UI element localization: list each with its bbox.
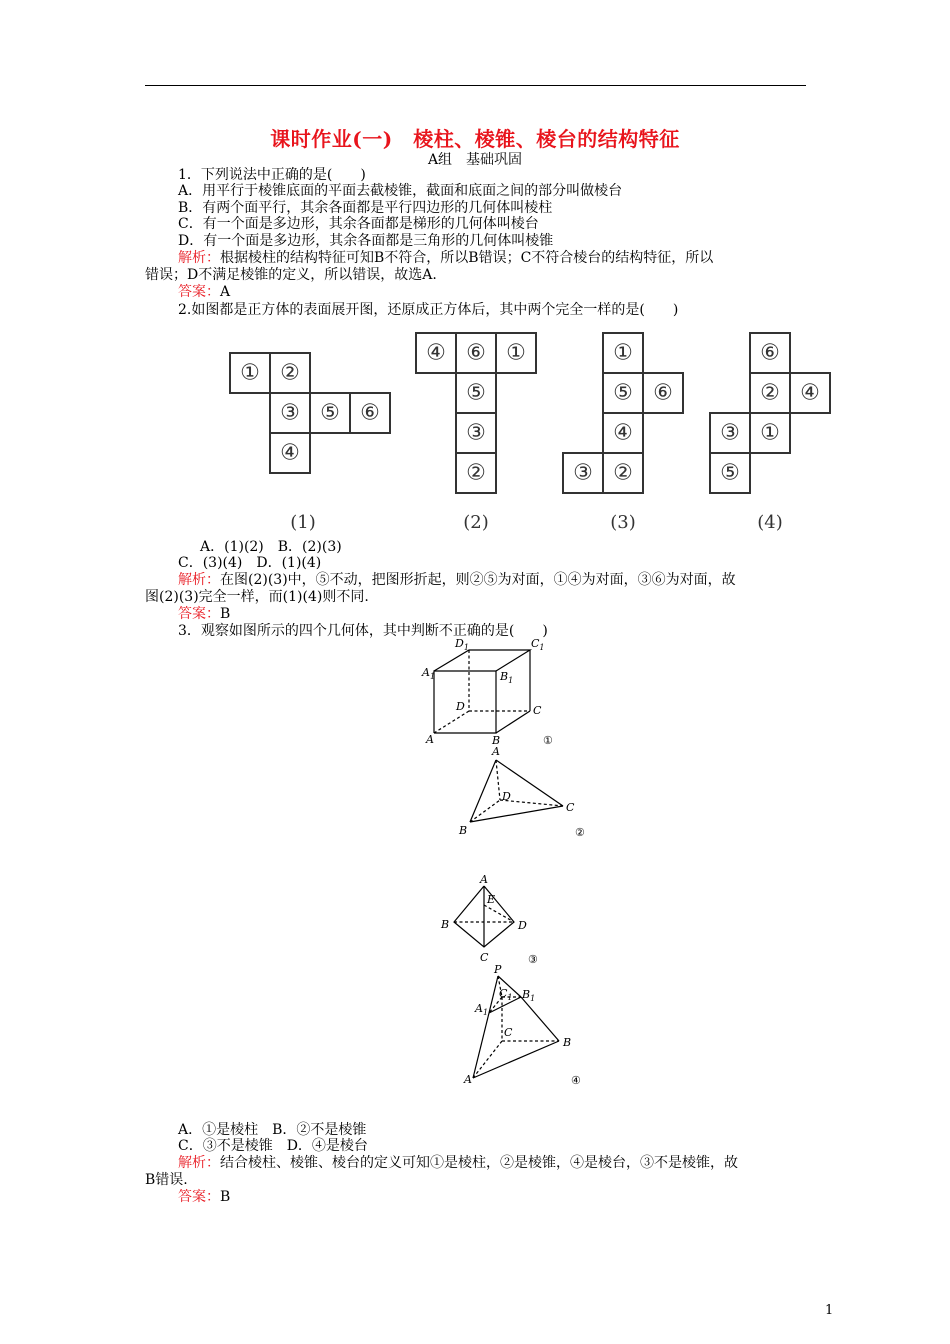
q2-answer-value: B [220, 606, 231, 622]
q1-analysis-text: 根据棱柱的结构特征可知B不符合，所以B错误；C不符合棱台的结构特征，所以 [220, 250, 714, 266]
net-1-caption: (1) [290, 512, 316, 533]
answer-label: 答案： [178, 606, 220, 622]
svg-text:A: A [426, 733, 434, 746]
q1-analysis [178, 250, 713, 266]
page-number: 1 [825, 1303, 834, 1318]
q1-option-a: A．用平行于棱锥底面的平面去截棱锥，截面和底面之间的部分叫做棱台 [178, 183, 623, 199]
svg-text:A: A [492, 745, 500, 758]
svg-text:B: B [563, 1036, 572, 1049]
figure-1-prism [421, 637, 553, 747]
net-4-cell: ③ [720, 420, 740, 446]
figure-2-pyramid [458, 745, 585, 839]
figure-2-number: ② [575, 826, 585, 839]
header-rule [145, 85, 806, 86]
svg-text:B: B [459, 824, 468, 837]
q3-answer [178, 1189, 230, 1205]
page-title: 课时作业(一) 棱柱、棱锥、棱台的结构特征 [270, 127, 680, 151]
net-4-cell: ① [760, 420, 780, 446]
svg-text:B: B [441, 918, 450, 931]
net-3-caption: (3) [610, 512, 636, 533]
svg-text:A1: $A_1$ [422, 666, 436, 681]
figure-4-frustum [463, 963, 581, 1087]
net-2-cell: ⑤ [466, 380, 486, 406]
net-2-cell: ① [506, 340, 526, 366]
svg-text:A1: $A_1$ [475, 1002, 489, 1017]
q2-answer [178, 606, 230, 622]
section-subtitle: A组 基础巩固 [427, 152, 523, 168]
net-4-cell: ② [760, 380, 780, 406]
q2-analysis [178, 572, 736, 588]
svg-text:D: D [502, 790, 511, 803]
svg-text:C: C [566, 801, 575, 814]
cube-nets-figure [220, 325, 840, 540]
net-3-cell: ① [613, 340, 633, 366]
net-3-cell: ⑤ [613, 380, 633, 406]
svg-text:C1: $C_1$ [531, 637, 545, 652]
net-3-cell: ⑥ [653, 380, 673, 406]
svg-text:C: C [480, 951, 489, 964]
net-4-caption: (4) [757, 512, 783, 533]
q2-options-cd: C．(3)(4) D．(1)(4) [178, 555, 322, 571]
net-1-cell: ⑥ [360, 400, 380, 426]
q2-analysis-cont: 图(2)(3)完全一样，而(1)(4)则不同. [145, 589, 369, 605]
net-4-cell: ⑥ [760, 340, 780, 366]
svg-text:P: P [494, 963, 502, 976]
net-2-cell: ② [466, 460, 486, 486]
answer-label: 答案： [178, 284, 220, 300]
q2-analysis-text: 在图(2)(3)中，⑤不动，把图形折起，则②⑤为对面，①④为对面，③⑥为对面，故 [220, 572, 736, 588]
net-2-cell: ③ [466, 420, 486, 446]
net-3 [563, 333, 683, 493]
net-1-cell: ③ [280, 400, 300, 426]
q2-options-ab: A．(1)(2) B．(2)(3) [200, 539, 342, 555]
net-1-cell: ① [240, 360, 260, 386]
net-3-cell: ③ [573, 460, 593, 486]
net-1-cell: ② [280, 360, 300, 386]
q3-analysis [178, 1155, 738, 1171]
net-2-cell: ⑥ [466, 340, 486, 366]
q3-options-ab: A．①是棱柱 B．②不是棱锥 [178, 1122, 367, 1138]
analysis-label: 解析： [178, 572, 220, 588]
q1-option-b: B．有两个面平行，其余各面都是平行四边形的几何体叫棱柱 [178, 200, 553, 216]
net-4-cell: ④ [800, 380, 820, 406]
figure-3-number: ③ [528, 953, 538, 966]
svg-text:B1: $B_1$ [522, 988, 536, 1003]
q1-option-c: C．有一个面是多边形，其余各面都是梯形的几何体叫棱台 [178, 216, 539, 232]
net-1 [230, 353, 390, 473]
analysis-label: 解析： [178, 1155, 220, 1171]
net-2-cell: ④ [426, 340, 446, 366]
net-2-caption: (2) [463, 512, 489, 533]
svg-text:D: D [456, 700, 465, 713]
svg-text:D: D [518, 919, 527, 932]
net-1-cell: ④ [280, 440, 300, 466]
net-2 [416, 333, 536, 493]
q3-stem: 3．观察如图所示的四个几何体，其中判断不正确的是( ) [178, 623, 548, 639]
q3-options-cd: C．③不是棱锥 D．④是棱台 [178, 1138, 368, 1154]
q3-answer-value: B [220, 1189, 231, 1205]
q1-analysis-cont: 错误；D不满足棱锥的定义，所以错误，故选A. [145, 267, 437, 283]
svg-text:B1: $B_1$ [500, 670, 514, 685]
figure-4-number: ④ [571, 1074, 581, 1087]
net-4-cell: ⑤ [720, 460, 740, 486]
svg-text:C1: $C_1$ [499, 987, 513, 1002]
q1-option-d: D．有一个面是多边形，其余各面都是三角形的几何体叫棱锥 [178, 233, 554, 249]
q1-stem: 1．下列说法中正确的是( ) [178, 167, 366, 183]
svg-text:A: A [464, 1073, 472, 1086]
q2-stem: 2.如图都是正方体的表面展开图，还原成正方体后，其中两个完全一样的是( ) [178, 302, 679, 318]
q3-analysis-text: 结合棱柱、棱锥、棱台的定义可知①是棱柱，②是棱锥，④是棱台，③不是棱锥，故 [220, 1155, 738, 1171]
figure-3-solid [440, 873, 538, 966]
svg-text:C: C [533, 704, 542, 717]
analysis-label: 解析： [178, 250, 220, 266]
net-3-cell: ② [613, 460, 633, 486]
svg-text:C: C [504, 1026, 513, 1039]
net-3-cell: ④ [613, 420, 633, 446]
net-1-cell: ⑤ [320, 400, 340, 426]
q1-answer-value: A [220, 284, 231, 300]
svg-text:E: E [487, 893, 496, 906]
q1-answer [178, 284, 230, 300]
net-4 [710, 333, 830, 493]
figure-1-number: ① [543, 734, 553, 747]
svg-text:D1: $D_1$ [455, 637, 469, 652]
svg-text:B: B [492, 734, 501, 747]
svg-text:A: A [480, 873, 488, 886]
polyhedra-figures [415, 635, 595, 1090]
q3-analysis-cont: B错误. [145, 1172, 188, 1188]
answer-label: 答案： [178, 1189, 220, 1205]
